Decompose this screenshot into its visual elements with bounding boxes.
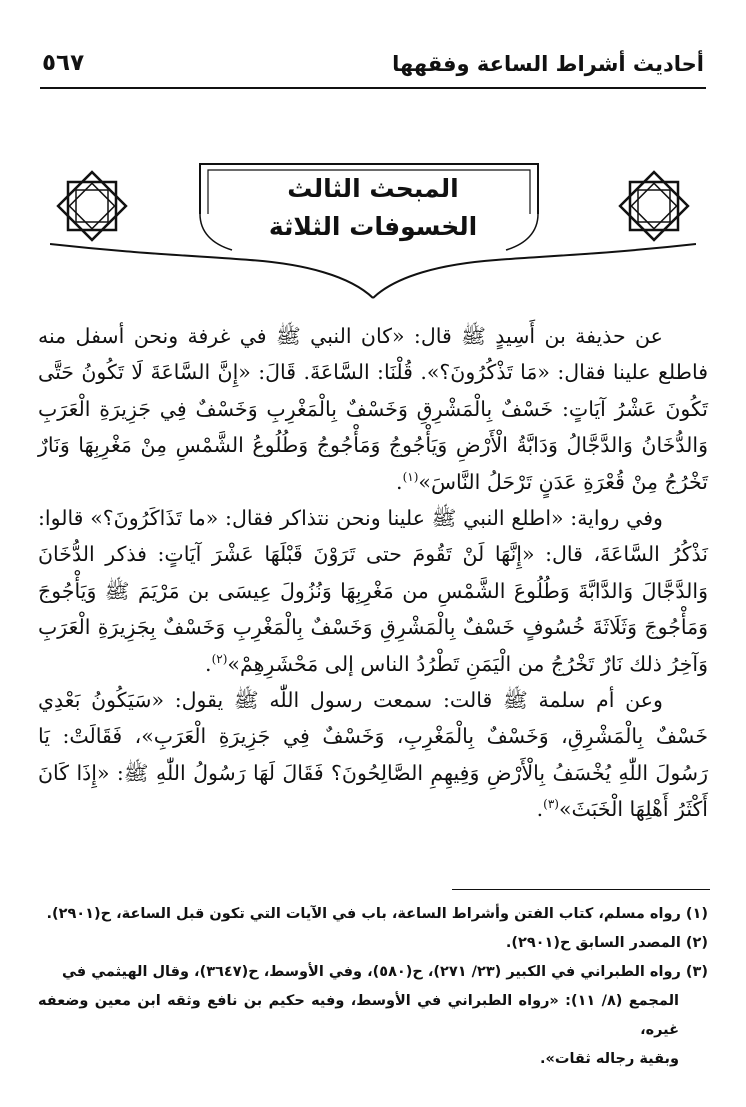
paragraph-1-text: عن حذيفة بن أَسِيدٍ ﷺ قال: «كان النبي ﷺ في غرفة ونحن أسفل منه فاطلع علينا فقال: «مَا تَذْكُرُونَ؟». قُلْنَا: السَّاعَةَ. قَالَ: «إِنَّ السَّاعَةَ لَا تَكُونُ حَتَّى تَكُونَ عَشْرُ آيَاتٍ: خَسْفٌ بِالْمَشْرِقِ وَخَسْفٌ بِالْمَغْرِبِ وَخَسْفٌ فِي جَزِيرَةِ الْعَرَبِ وَالدُّخَانُ وَالدَّجَّالُ وَدَابَّةُ الْأَرْضِ وَيَأْجُوجُ وَمَأْجُوجُ وَطُلُوعُ الشَّمْسِ مِنْ مَغْرِبِهَا وَنَارٌ تَخْرُجُ مِنْ قُعْرَةِ عَدَنٍ تَرْحَلُ النَّاسَ» (38, 324, 708, 494)
footnote-ref-1: (١) (402, 469, 419, 484)
footnote-3: (٣) رواه الطبراني في الكبير (٢٣/ ٢٧١)، ح(٥٨٠)، وفي الأوسط، ح(٣٦٤٧)، وقال الهيثمي في (62, 964, 708, 980)
section-heading-banner (50, 160, 696, 310)
footnotes (38, 900, 708, 1074)
header-rule (40, 87, 706, 89)
paragraph-3-text: وعن أم سلمة ﷺ قالت: سمعت رسول اللّٰه ﷺ يقول: «سَيَكُونُ بَعْدِي خَسْفٌ بِالْمَشْرِقِ، وَخَسْفٌ بِالْمَغْرِبِ، وَخَسْفٌ فِي جَزِيرَةِ الْعَرَبِ»، فَقَالَتْ: يَا رَسُولَ اللّٰهِ يُخْسَفُ بِالْأَرْضِ وَفِيهِمِ الصَّالِحُونَ؟ فَقَالَ لَهَا رَسُولُ اللّٰهِ ﷺ: «إِذَا كَانَ أَكْثَرُ أَهْلِهَا الْخَبَثَ» (38, 688, 708, 822)
paragraph-3: وعن أم سلمة ﷺ قالت: سمعت رسول اللّٰه ﷺ يقول: «سَيَكُونُ بَعْدِي خَسْفٌ بِالْمَشْرِقِ، وَخَسْفٌ بِالْمَغْرِبِ، وَخَسْفٌ فِي جَزِيرَةِ الْعَرَبِ»، فَقَالَتْ: يَا رَسُولَ اللّٰهِ يُخْسَفُ بِالْأَرْضِ وَفِيهِمِ الصَّالِحُونَ؟ فَقَالَ لَهَا رَسُولُ اللّٰهِ ﷺ: «إِذَا كَانَ أَكْثَرُ أَهْلِهَا الْخَبَثَ»$^{(٣)}$. (38, 688, 708, 822)
footnote-3-end: وبقية رجاله ثقات». (540, 1051, 679, 1067)
footnote-separator (452, 889, 710, 890)
footnote-1: (١) رواه مسلم، كتاب الفتن وأشراط الساعة، باب في الآيات التي تكون قبل الساعة، ح(٢٩٠١). (46, 906, 708, 922)
footnote-ref-3: (٣) (543, 797, 559, 812)
section-title: المبحث الثالث (287, 174, 459, 203)
book-title: أحاديث أشراط الساعة وفقهها (392, 52, 704, 76)
paragraph-2-text: وفي رواية: «اطلع النبي ﷺ علينا ونحن نتذاكر فقال: «ما تَذَاكَرُونَ؟» قالوا: نَذْكُرُ السَّاعَةَ، قال: «إِنَّهَا لَنْ تَقُومَ حتى تَرَوْنَ قَبْلَهَا عَشْرَ آيَاتٍ: فذكر الدُّخَانَ وَالدَّجَّالَ وَالدَّابَّةَ وَطُلُوعَ الشَّمْسِ من مَغْرِبِهَا وَنُزُولَ عِيسَى بن مَرْيَمَ ﷺ وَيَأْجُوجَ وَمَأْجُوجَ وَثَلَاثَةَ خُسُوفٍ خَسْفٌ بِالْمَشْرِقِ وَخَسْفٌ بِالْمَغْرِبِ وَخَسْفٌ بِجَزِيرَةِ الْعَرَبِ وَآخِرُ ذلك نَارٌ تَخْرُجُ من الْيَمَنِ تَطْرُدُ الناس إلى مَحْشَرِهِمْ» (38, 506, 708, 676)
footnote-ref-2: (٢) (211, 651, 228, 666)
section-subtitle: الخسوفات الثلاثة (268, 212, 478, 241)
main-text (38, 318, 708, 828)
footnote-3-continued: المجمع (٨/ ١١): «رواه الطبراني في الأوسط، وفيه حكيم بن نافع وثقه ابن معين وضعفه غيره، (38, 993, 679, 1038)
paragraph-2: وفي رواية: «اطلع النبي ﷺ علينا ونحن نتذاكر فقال: «ما تَذَاكَرُونَ؟» قالوا: نَذْكُرُ السَّاعَةَ، قال: «إِنَّهَا لَنْ تَقُومَ حتى تَرَوْنَ قَبْلَهَا عَشْرَ آيَاتٍ: فذكر الدُّخَانَ وَالدَّجَّالَ وَالدَّابَّةَ وَطُلُوعَ الشَّمْسِ من مَغْرِبِهَا وَنُزُولَ عِيسَى بن مَرْيَمَ ﷺ وَيَأْجُوجَ وَمَأْجُوجَ وَثَلَاثَةَ خُسُوفٍ خَسْفٌ بِالْمَشْرِقِ وَخَسْفٌ بِالْمَغْرِبِ وَخَسْفٌ بِجَزِيرَةِ الْعَرَبِ وَآخِرُ ذلك نَارٌ تَخْرُجُ من الْيَمَنِ تَطْرُدُ الناس إلى مَحْشَرِهِمْ»$^{(٢)}$. (38, 506, 708, 676)
footnote-2: (٢) المصدر السابق ح(٢٩٠١). (505, 935, 708, 951)
paragraph-1: عن حذيفة بن أَسِيدٍ ﷺ قال: «كان النبي ﷺ في غرفة ونحن أسفل منه فاطلع علينا فقال: «مَا تَذْكُرُونَ؟». قُلْنَا: السَّاعَةَ. قَالَ: «إِنَّ السَّاعَةَ لَا تَكُونُ حَتَّى تَكُونَ عَشْرُ آيَاتٍ: خَسْفٌ بِالْمَشْرِقِ وَخَسْفٌ بِالْمَغْرِبِ وَخَسْفٌ فِي جَزِيرَةِ الْعَرَبِ وَالدُّخَانُ وَالدَّجَّالُ وَدَابَّةُ الْأَرْضِ وَيَأْجُوجُ وَمَأْجُوجُ وَطُلُوعُ الشَّمْسِ مِنْ مَغْرِبِهَا وَنَارٌ تَخْرُجُ مِنْ قُعْرَةِ عَدَنٍ تَرْحَلُ النَّاسَ»$^{(١)}$. (38, 324, 708, 494)
running-header (42, 46, 704, 86)
page-number: ٥٦٧ (42, 50, 85, 76)
